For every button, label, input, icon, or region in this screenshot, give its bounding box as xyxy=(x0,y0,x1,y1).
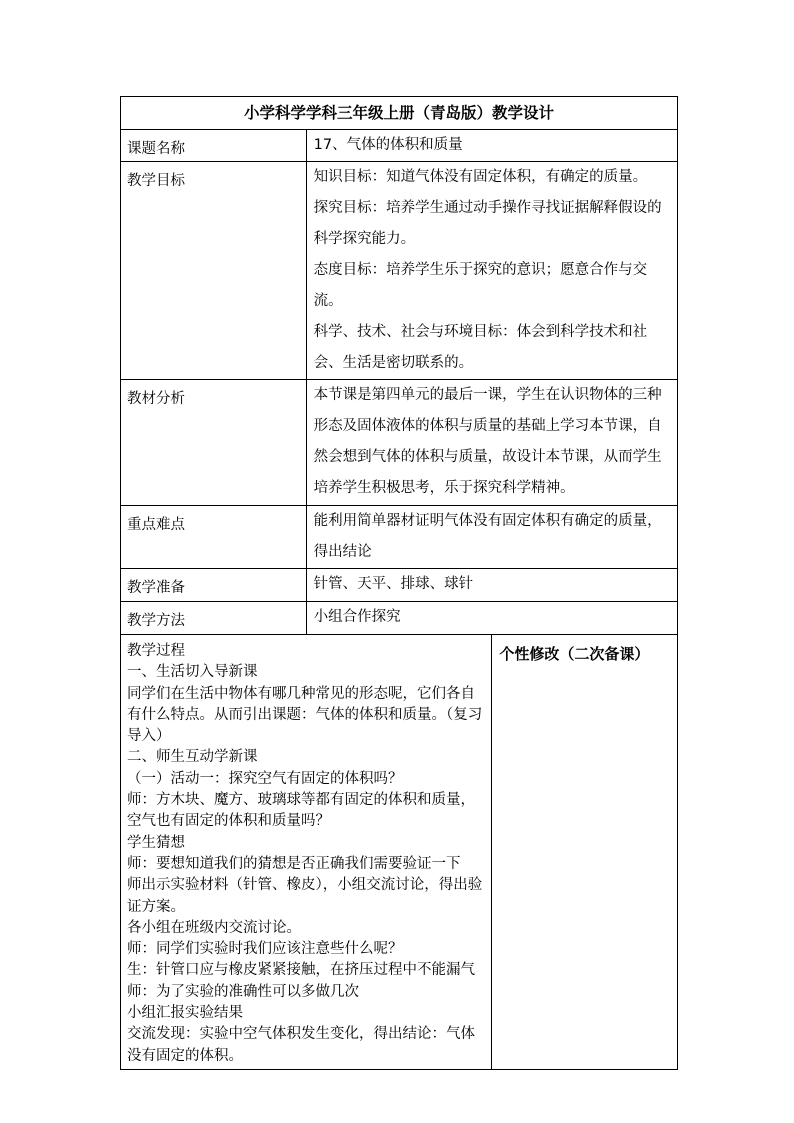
value-goals xyxy=(306,162,677,380)
process-line: 同学们在生活中物体有哪几种常见的形态呢，它们各自有什么特点。从而引出课题：气体的体积和质量。（复习导入） xyxy=(127,685,483,745)
process-line: 师：为了实验的准确性可以多做几次 xyxy=(127,983,359,1000)
process-line: 小组汇报实验结果 xyxy=(127,1005,243,1022)
process-line: 交流发现：实验中空气体积发生变化，得出结论：气体没有固定的体积。 xyxy=(127,1026,475,1064)
label-prep: 教学准备 xyxy=(121,569,307,602)
value-method: 小组合作探究 xyxy=(306,602,677,635)
process-line: 师：要想知道我们的猜想是否正确我们需要验证一下 xyxy=(127,855,461,872)
label-topic: 课题名称 xyxy=(121,130,307,162)
process-line: 师：同学们实验时我们应该注意些什么呢？ xyxy=(127,941,403,958)
label-analysis: 教材分析 xyxy=(121,380,307,506)
process-line: （一）活动一：探究空气有固定的体积吗？ xyxy=(127,770,403,787)
personal-revision-label: 个性修改（二次备课） xyxy=(492,635,678,1070)
process-line: 师出示实验材料（针管、橡皮），小组交流讨论，得出验证方案。 xyxy=(127,877,483,915)
document-title: 小学科学学科三年级上册（青岛版）教学设计 xyxy=(121,97,678,130)
goal-inquiry: 探究目标：培养学生通过动手操作寻找证据解释假设的科学探究能力。 xyxy=(313,200,662,247)
value-topic: 17、气体的体积和质量 xyxy=(306,130,677,162)
label-method: 教学方法 xyxy=(121,602,307,635)
goal-knowledge: 知识目标：知道气体没有固定体积，有确定的质量。 xyxy=(313,169,648,185)
label-goals: 教学目标 xyxy=(121,162,307,380)
goal-stse: 科学、技术、社会与环境目标：体会到科学技术和社会、生活是密切联系的。 xyxy=(313,324,648,371)
label-keypoints: 重点难点 xyxy=(121,506,307,569)
process-line: 师：方木块、魔方、玻璃球等都有固定的体积和质量，空气也有固定的体积和质量吗？ xyxy=(127,792,475,830)
teaching-process xyxy=(121,635,492,1070)
process-line: 各小组在班级内交流讨论。 xyxy=(127,919,301,936)
goal-attitude: 态度目标：培养学生乐于探究的意识；愿意合作与交流。 xyxy=(313,262,648,309)
lesson-plan-table xyxy=(120,96,678,1070)
value-prep: 针管、天平、排球、球针 xyxy=(306,569,677,602)
process-line: 生：针管口应与橡皮紧紧接触，在挤压过程中不能漏气 xyxy=(127,962,475,979)
process-line: 二、师生互动学新课 xyxy=(127,749,258,766)
value-keypoints: 能利用简单器材证明气体没有固定体积有确定的质量，得出结论 xyxy=(306,506,677,569)
value-analysis: 本节课是第四单元的最后一课，学生在认识物体的三种形态及固体液体的体积与质量的基础上学习本节课，自然会想到气体的体积与质量，故设计本节课，从而学生培养学生积极思考，乐于探究科学精神。 xyxy=(306,380,677,506)
process-line: 学生猜想 xyxy=(127,834,185,851)
process-line: 一、生活切入导新课 xyxy=(127,664,258,681)
process-heading: 教学过程 xyxy=(127,643,185,659)
